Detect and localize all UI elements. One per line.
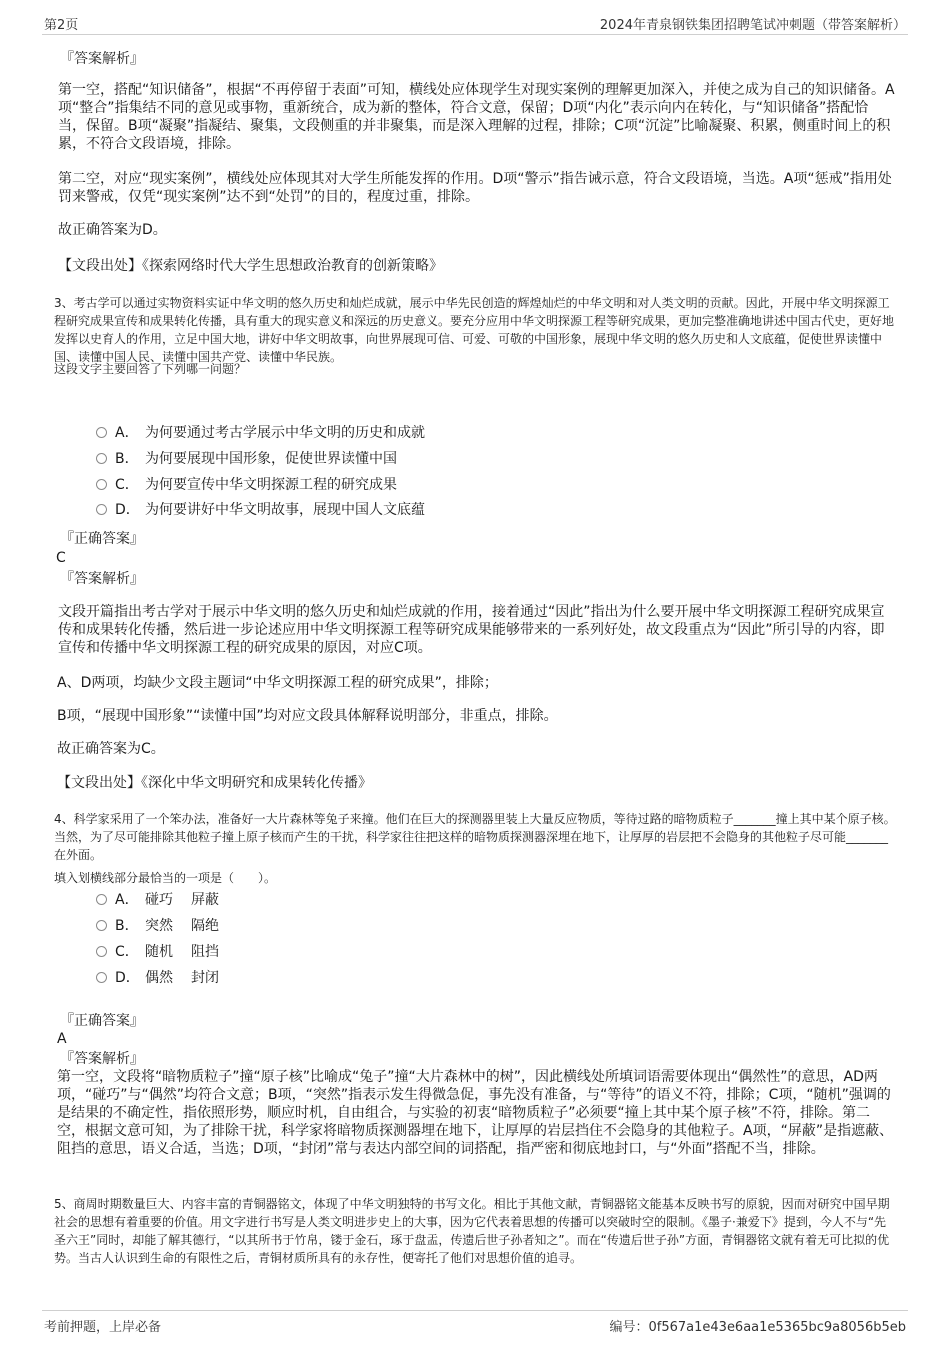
q4-option-d[interactable]: D． 偶然 封闭 — [96, 968, 219, 988]
radio-button[interactable] — [96, 920, 107, 931]
radio-button[interactable] — [96, 504, 107, 515]
q3-source: 【文段出处】《深化中华文明研究和成果转化传播》 — [57, 775, 372, 791]
q4-option-a[interactable]: A． 碰巧 屏蔽 — [96, 890, 219, 910]
q3-option-b[interactable]: B． 为何要展现中国形象，促使世界读懂中国 — [96, 449, 397, 469]
q4-analysis-label: 『答案解析』 — [60, 1051, 144, 1067]
q4-answer: A — [57, 1031, 67, 1047]
q2-source: 【文段出处】《探索网络时代大学生思想政治教育的创新策略》 — [58, 258, 443, 274]
q4-option-b[interactable]: B． 突然 隔绝 — [96, 916, 219, 936]
q3-option-a[interactable]: A． 为何要通过考古学展示中华文明的历史和成就 — [96, 423, 425, 443]
page-footer — [42, 1310, 908, 1335]
q3-conclusion: 故正确答案为C。 — [57, 741, 165, 757]
q3-option-d[interactable]: D． 为何要讲好中华文明故事，展现中国人文底蕴 — [96, 500, 425, 520]
page-header — [42, 12, 908, 35]
radio-button[interactable] — [96, 427, 107, 438]
footer-slogan: 考前押题，上岸必备 — [44, 1320, 162, 1335]
q2-analysis-label: 『答案解析』 — [60, 51, 144, 67]
document-title: 2024年青泉钢铁集团招聘笔试冲刺题（带答案解析） — [599, 18, 906, 33]
q4-answer-label: 『正确答案』 — [60, 1013, 144, 1029]
q4-question: 填入划横线部分最恰当的一项是（ ）。 — [54, 871, 277, 885]
q2-analysis-paragraph-1: 第一空，搭配“知识储备”，根据“不再停留于表面”可知，横线处应体现学生对现实案例的理解更加深入，并使之成为自己的知识储备。A项“整合”指集结不同的意见或事物，重新统合，成为新的整体，符合文意，保留；D项“内化”表示向内在转化，与“知识储备”搭配恰当，保留。B项“凝聚”指凝结、聚集，文段侧重的并非聚集，而是深入理解的过程，排除；C项“沉淀”比喻凝聚、积累，侧重时间上的积累，不符合文段语境，排除。 — [58, 82, 895, 152]
q2-conclusion: 故正确答案为D。 — [58, 222, 167, 238]
q3-analysis-label: 『答案解析』 — [60, 571, 144, 587]
q3-analysis-paragraph-3: B项，“展现中国形象”“读懂中国”均对应文段具体解释说明部分，非重点，排除。 — [57, 708, 558, 724]
q3-analysis-paragraph-2: A、D两项，均缺少文段主题词“中华文明探源工程的研究成果”，排除； — [57, 675, 498, 691]
q5-stem: 5、商周时期数量巨大、内容丰富的青铜器铭文，体现了中华文明独特的书写文化。相比于其他文献，青铜器铭文能基本反映书写的原貌，因而对研究中国早期社会的思想有着重要的价值。用文字进行书写是人类文明进步史上的大事，因为它代表着思想的传播可以突破时空的限制。《墨子·兼爱下》提到，今人不与“先圣六王”同时，却能了解其德行，“以其所书于竹帛，镂于金石，琢于盘盂，传遗后世子孙者知之”。而在“传遗后世子孙”方面，青铜器铭文就有着无可比拟的优势。当古人认识到生命的有限性之后，青铜材质所具有的永存性，便寄托了他们对思想价值的追寻。 — [54, 1197, 890, 1265]
document-id: 编号：0f567a1e43e6aa1e5365bc9a8056b5eb — [609, 1320, 906, 1335]
radio-button[interactable] — [96, 946, 107, 957]
q3-analysis-paragraph-1: 文段开篇指出考古学对于展示中华文明的悠久历史和灿烂成就的作用，接着通过“因此”指出为什么要开展中华文明探源工程研究成果宣传和成果转化传播，然后进一步论述应用中华文明探源工程等研究成果能够带来的一系列好处，故文段重点为“因此”所引导的内容，即宣传和传播中华文明探源工程的研究成果的原因，对应C项。 — [58, 604, 885, 656]
radio-button[interactable] — [96, 972, 107, 983]
radio-button[interactable] — [96, 453, 107, 464]
q4-stem: 4、科学家采用了一个笨办法，准备好一大片森林等兔子来撞。他们在巨大的探测器里装上大量反应物质，等待过路的暗物质粒子_______撞上其中某个原子核。当然，为了尽可能排除其他粒子撞上原子核而产生的干扰，科学家往往把这样的暗物质探测器深埋在地下，让厚厚的岩层把不会隐身的其他粒子尽可能_______在外面。 — [54, 812, 896, 862]
q3-stem: 3、考古学可以通过实物资料实证中华文明的悠久历史和灿烂成就，展示中华先民创造的辉煌灿烂的中华文明和对人类文明的贡献。因此，开展中华文明探源工程研究成果宣传和成果转化传播，具有重大的现实意义和深远的历史意义。要充分应用中华文明探源工程等研究成果，更加完整准确地讲述中国古代史，更好地发挥以史育人的作用，立足中国大地，讲好中华文明故事，向世界展现可信、可爱、可敬的中国形象，展现中华文明的悠久历史和人文底蕴，促使世界读懂中国、读懂中国人民、读懂中国共产党、读懂中华民族。 — [54, 296, 895, 364]
q3-answer: C — [56, 550, 66, 566]
radio-button[interactable] — [96, 479, 107, 490]
q4-analysis: 第一空，文段将“暗物质粒子”撞“原子核”比喻成“兔子”撞“大片森林中的树”，因此横线处所填词语需要体现出“偶然性”的意思，AD两项，“碰巧”与“偶然”均符合文意；B项，“突然”指表示发生得微急促，事先没有准备，与“等待”的语义不符，排除；C项，“随机”强调的是结果的不确定性，指依照形势，顺应时机，自由组合，与实验的初衷“暗物质粒子”必须要“撞上其中某个原子核”不符，排除。第二空，根据文意可知，为了排除干扰，科学家将暗物质探测器埋在地下，让厚厚的岩层挡住不会隐身的其他粒子。A项，“屏蔽”是指遮蔽、阻挡的意思，语义合适，当选；D项，“封闭”常与表达内部空间的词搭配，指严密和彻底地封口，与“外面”搭配不当，排除。 — [57, 1069, 894, 1157]
q4-option-c[interactable]: C． 随机 阻挡 — [96, 942, 219, 962]
page-number: 第2页 — [44, 18, 79, 33]
q3-option-c[interactable]: C． 为何要宣传中华文明探源工程的研究成果 — [96, 475, 397, 495]
q3-answer-label: 『正确答案』 — [60, 531, 144, 547]
radio-button[interactable] — [96, 894, 107, 905]
q3-question: 这段文字主要回答了下列哪一问题？ — [54, 362, 247, 376]
q2-analysis-paragraph-2: 第二空，对应“现实案例”，横线处应体现其对大学生所能发挥的作用。D项“警示”指告诫示意，符合文段语境，当选。A项“惩戒”指用处罚来警戒，仅凭“现实案例”达不到“处罚”的目的，程度过重，排除。 — [58, 171, 892, 205]
